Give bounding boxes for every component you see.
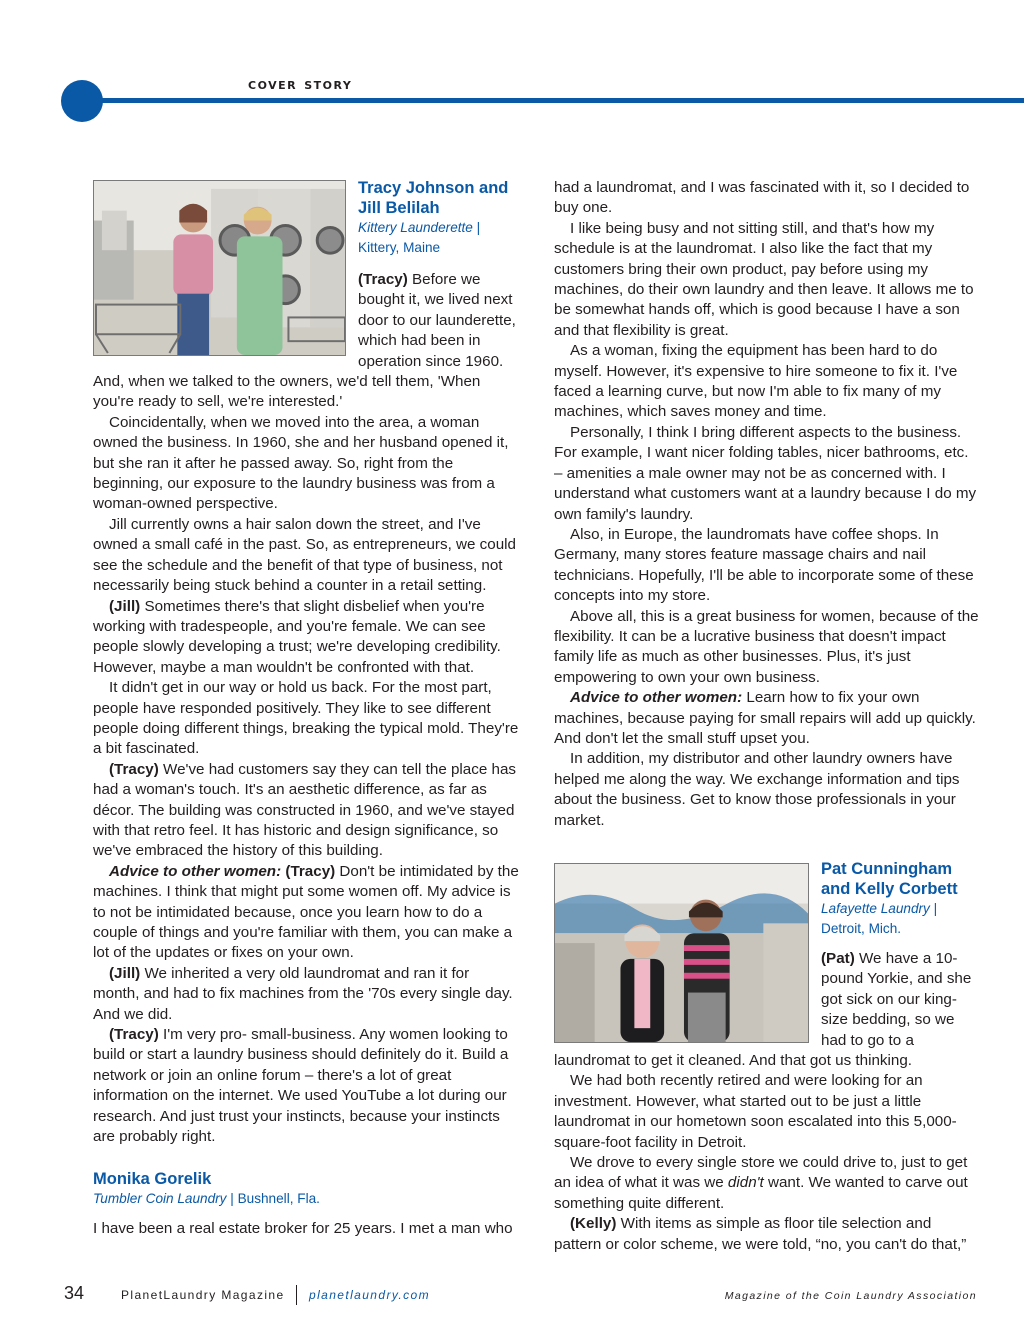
profile1-paragraph: (Tracy) I'm very pro- small-business. Any women looking to build or start a laundry business should definitely do it. Build a network or join an online forum – there's a lot of great information on the internet. We used YouTube a lot during our research. And just trust your instincts, because your instincts are probably right. xyxy=(93,1026,509,1146)
left-column xyxy=(93,178,519,1240)
profile1-advice: Advice to other women: (Tracy) Don't be intimidated by the machines. I think that might put some women off. My advice is to not be intimidated because, once you learn how to do a couple of things and you're familiar with them, you can make a lot of the updates or fixes on your own. xyxy=(93,862,519,962)
profile2-continued: had a laundromat, and I was fascinated with it, so I decided to buy one. xyxy=(554,179,970,217)
profile2-business: Tumbler Coin Laundry xyxy=(93,1191,227,1207)
profile2-paragraph: As a woman, fixing the equipment has been hard to do myself. However, it's expensive to hire someone to fix it. I've faced a learning curve, but now I'm able to fix many of my machines, which saves money and time. xyxy=(554,342,958,421)
profile2-closing: In addition, my distributor and other laundry owners have helped me along the way. We exchange information and tips about the business. Get to know those professionals in your market. xyxy=(554,750,960,829)
profile1-business-line: Kittery Launderette | xyxy=(358,220,481,235)
profile3-business-line: Lafayette Laundry | xyxy=(821,901,938,916)
profile2-intro: I have been a real estate broker for 25 years. I met a man who xyxy=(93,1220,513,1238)
profile2-paragraph: I like being busy and not sitting still, and that's how my schedule is at the laundromat. I also like the fact that my customers bring their own product, pay before using my machines, do their own laundry and then leave. It allows me to be somewhat hands off, which is good because I have a son and that flexibility is great. xyxy=(554,219,974,339)
profile3-business: Lafayette Laundry xyxy=(821,901,930,916)
profile1-name: Tracy Johnson and Jill Belilah xyxy=(358,179,509,217)
profile2-paragraph: Also, in Europe, the laundromats have coffee shops. In Germany, many stores feature massage chairs and nail technicians. Hopefully, I'll be able to incorporate some of these concepts into my store. xyxy=(554,525,974,605)
profile3-paragraph: We drove to every single store we could drive to, just to get an idea of what it was we didn't want. We wanted to carve out something quite different. xyxy=(554,1154,968,1212)
section-label: cover story xyxy=(248,74,353,93)
profile2-advice: Advice to other women: Learn how to fix your own machines, because paying for small repairs will add up quickly. And don't let the small stuff upset you. xyxy=(554,689,976,747)
profile2-business-line: Tumbler Coin Laundry | Bushnell, Fla. xyxy=(93,1191,320,1207)
footer-divider xyxy=(296,1285,297,1305)
profile3-paragraph: We had both recently retired and were looking for an investment. However, what started out to be just a little laundromat in our hometown soon escalated into this 5,000-square-foot facility in Detroit. xyxy=(554,1072,957,1151)
profile3-paragraph: (Kelly) With items as simple as floor tile selection and pattern or color scheme, we were told, “no, you can't do that,” xyxy=(554,1215,967,1253)
profile3-paragraph: (Pat) We have a 10-pound Yorkie, and she got sick on our king-size bedding, so we had to go to a laundromat to get it cleaned. And that got us thinking. xyxy=(554,950,972,1070)
profile2-paragraph: Personally, I think I bring different aspects to the business. For example, I want nicer folding tables, nicer bathrooms, etc. – amenities a male owner may not be as concerned with. I understand what customers want at a laundry because I do my own family's laundry. xyxy=(554,423,977,523)
laundry-photo-image xyxy=(94,181,345,355)
footer-magazine: PlanetLaundry Magazine xyxy=(121,1288,285,1302)
profile3-name: Pat Cunningham and Kelly Corbett xyxy=(821,860,958,898)
header-dot xyxy=(61,80,103,122)
right-column xyxy=(554,178,980,1255)
profile1-business: Kittery Launderette xyxy=(358,220,473,235)
profile1-paragraph: (Jill) Sometimes there's that slight disbelief when you're working with tradespeople, and you're female. We can see people slowly developing a trust; we're developing credibility. However, maybe a man wouldn't be confronted with that. xyxy=(93,597,501,676)
profile2-name: Monika Gorelik xyxy=(93,1170,212,1189)
header-rule xyxy=(82,98,1024,103)
photo-tracy-jill xyxy=(93,180,346,356)
profile1-paragraph: It didn't get in our way or hold us back. For the most part, people have responded positively. They like to see different people doing different things, breaking the typical mold. They're a bit fascinated. xyxy=(93,679,519,758)
profile1-paragraph: Jill currently owns a hair salon down the street, and I've owned a small café in the past. So, as entrepreneurs, we could see the schedule and the benefit of that type of business, not necessarily being stuck behind a counter in a retail setting. xyxy=(93,515,516,595)
footer-url-link[interactable]: planetlaundry.com xyxy=(309,1288,430,1302)
profile1-paragraph: (Tracy) Before we bought it, we lived next door to our launderette, which had been in operation since 1960. And, when we talked to the owners, we'd tell them, 'When you're ready to sell, we're interested.' xyxy=(93,271,516,411)
page-number: 34 xyxy=(64,1283,85,1303)
laundromat-photo-image xyxy=(555,864,808,1042)
profile1-paragraph: Coincidentally, when we moved into the area, a woman owned the business. In 1960, she and her husband opened it, but she ran it after he passed away. So, right from the beginning, our exposure to the laundry business was from a woman-owned perspective. xyxy=(93,413,509,513)
profile1-paragraph: (Jill) We inherited a very old laundromat and ran it for month, and had to fix machines from the '70s every single day. And we did. xyxy=(93,964,513,1023)
profile2-paragraph: Above all, this is a great business for women, because of the flexibility. It can be a lucrative business that doesn't impact family life as much as other businesses. Plus, it's just empowering to own your own business. xyxy=(554,607,979,686)
profile2-location: Bushnell, Fla. xyxy=(237,1191,320,1207)
profile1-location: Kittery, Maine xyxy=(358,240,441,255)
photo-pat-kelly xyxy=(554,863,809,1043)
profile1-paragraph: (Tracy) We've had customers say they can tell the place has had a woman's touch. It's an aesthetic difference, as far as décor. The building was constructed in 1960, and we've stayed with that retro feel. It has historic and design significance, so we've embraced the history of this building. xyxy=(93,760,516,860)
profile3-location: Detroit, Mich. xyxy=(821,921,902,936)
footer-association: Magazine of the Coin Laundry Association xyxy=(724,1290,977,1302)
